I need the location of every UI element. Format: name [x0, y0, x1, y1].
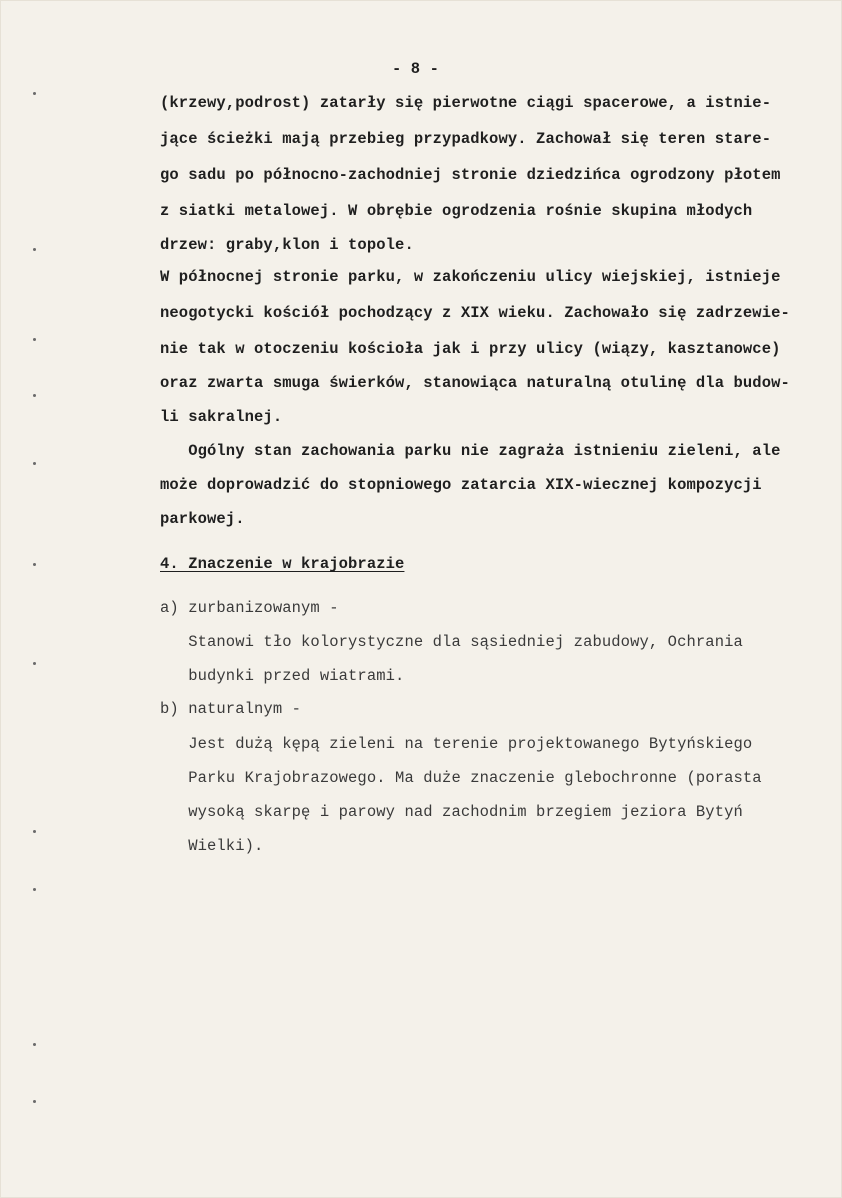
margin-mark [33, 830, 36, 833]
text-line: Parku Krajobrazowego. Ma duże znaczenie glebochronne (porasta [160, 769, 762, 787]
text-line: Ogólny stan zachowania parku nie zagraża istnieniu zieleni, ale [160, 442, 781, 460]
text-line: li sakralnej. [160, 408, 283, 426]
margin-mark [33, 462, 36, 465]
text-line: Jest dużą kępą zieleni na terenie projektowanego Bytyńskiego [160, 735, 753, 753]
list-item-label: b) naturalnym - [160, 700, 302, 718]
text-line: budynki przed wiatrami. [160, 667, 405, 685]
text-line: oraz zwarta smuga świerków, stanowiąca naturalną otulinę dla budow- [160, 374, 790, 392]
margin-mark [33, 248, 36, 251]
section-heading: 4. Znaczenie w krajobrazie [160, 555, 405, 573]
margin-mark [33, 338, 36, 341]
margin-mark [33, 662, 36, 665]
text-line: parkowej. [160, 510, 245, 528]
margin-mark [33, 394, 36, 397]
margin-mark [33, 92, 36, 95]
text-line: neogotycki kościół pochodzący z XIX wieku. Zachowało się zadrzewie- [160, 304, 790, 322]
margin-mark [33, 563, 36, 566]
margin-mark [33, 888, 36, 891]
text-line: nie tak w otoczeniu kościoła jak i przy ulicy (wiązy, kasztanowce) [160, 340, 781, 358]
page-number: - 8 - [392, 60, 440, 78]
text-line: go sadu po północno-zachodniej stronie dziedzińca ogrodzony płotem [160, 166, 781, 184]
margin-mark [33, 1100, 36, 1103]
text-line: Stanowi tło kolorystyczne dla sąsiedniej zabudowy, Ochrania [160, 633, 743, 651]
text-line: W północnej stronie parku, w zakończeniu ulicy wiejskiej, istnieje [160, 268, 781, 286]
text-line: drzew: graby,klon i topole. [160, 236, 414, 254]
text-line: może doprowadzić do stopniowego zatarcia XIX-wiecznej kompozycji [160, 476, 762, 494]
text-line: Wielki). [160, 837, 264, 855]
text-line: (krzewy,podrost) zatarły się pierwotne ciągi spacerowe, a istnie- [160, 94, 772, 112]
list-item-label: a) zurbanizowanym - [160, 599, 339, 617]
margin-mark [33, 1043, 36, 1046]
text-line: wysoką skarpę i parowy nad zachodnim brzegiem jeziora Bytyń [160, 803, 743, 821]
text-line: z siatki metalowej. W obrębie ogrodzenia rośnie skupina młodych [160, 202, 753, 220]
text-line: jące ścieżki mają przebieg przypadkowy. Zachował się teren stare- [160, 130, 772, 148]
